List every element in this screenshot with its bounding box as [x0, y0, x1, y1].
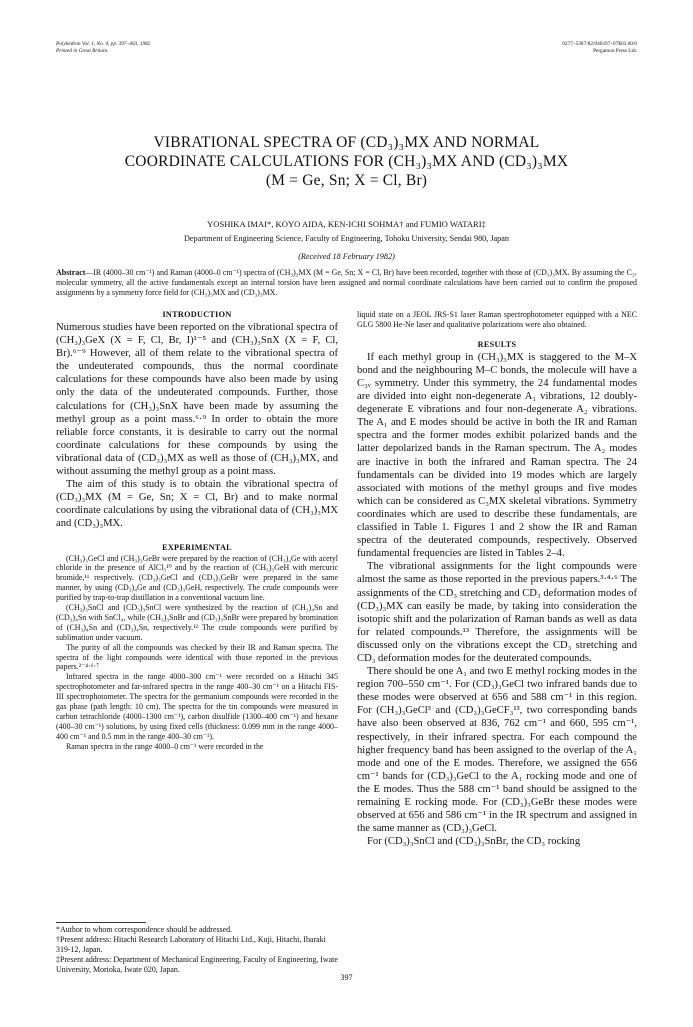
- paper-title: [56, 133, 637, 190]
- title-line-2: COORDINATE CALCULATIONS FOR (CH₃)₃MX AND (CD₃)₃MX: [124, 153, 569, 170]
- footnote-rule: [56, 922, 146, 923]
- journal-citation: Polyhedron Vol. 1, No. 4, pp. 397–403, 1982: [56, 41, 151, 47]
- experimental-heading: EXPERIMENTAL: [162, 542, 232, 552]
- affiliation: Department of Engineering Science, Faculty of Engineering, Tohoku University, Sendai 980, Japan: [183, 234, 510, 243]
- experimental-paragraph-2: (CH₃)₃SnCl and (CD₃)₃SnCl were synthesized by the reaction of (CH₃)₄Sn and (CD₃)₄Sn with SnCl₄, while (CH₃)₃SnBr and (CD₃)₃SnBr were prepared by bromination of (CH₃)₄Sn and (CD₃)₄Sn, respectively.¹² The crude compounds were purified by sublimation under vacuum.: [56, 603, 338, 642]
- experimental-continuation: liquid state on a JEOL JRS-S1 laser Raman spectrophotometer equipped with a NEC GLG 5800 He-Ne laser and qualitative polarizations were also obtained.: [357, 310, 637, 329]
- footnote-1: *Author to whom correspondence should be addressed.: [56, 925, 233, 934]
- running-header-right: [562, 41, 637, 55]
- intro-paragraph-2: The aim of this study is to obtain the vibrational spectra of (CD₃)₃MX (M = Ge, Sn; X = Cl, Br) and to make normal coordinate calculations by using the vibrational data of (CH₃)₃MX and (CD₃)₃MX.: [56, 479, 338, 530]
- abstract: [56, 268, 637, 297]
- title-line-1: VIBRATIONAL SPECTRA OF (CD₃)₃MX AND NORMAL: [153, 134, 540, 151]
- footnote-2: †Present address: Hitachi Research Laboratory of Hitachi Ltd., Kuji, Hitachi, Ibaraki 319-12, Japan.: [56, 935, 326, 954]
- running-header-left: [56, 41, 150, 55]
- experimental-paragraph-4: Infrared spectra in the range 4000–300 cm⁻¹ were recorded on a Hitachi 345 spectrophotometer and far-infrared spectra in the range 400–30 cm⁻¹ on a Hitachi FIS-III spectrophotometer. The spectra for the germanium compounds were recorded in the gas phase (path length: 10 cm). The spectra for the tin compounds were measured in carbon tetrachloride (4000–1300 cm⁻¹), carbon disulfide (1300–400 cm⁻¹) and hexane (400–30 cm⁻¹) solutions, by using fixed cells (thickness: 0.099 mm in the range 4000–400 cm⁻¹ and 0.5 mm in the range 400–30 cm⁻¹).: [56, 672, 338, 741]
- footnotes: [56, 922, 338, 975]
- received-date: (Received 18 February 1982): [298, 252, 395, 261]
- title-line-3: (M = Ge, Sn; X = Cl, Br): [265, 172, 428, 189]
- introduction-heading: INTRODUCTION: [162, 310, 232, 319]
- experimental-paragraph-1: (CH₃)₃GeCl and (CH₃)₃GeBr were prepared by the reaction of (CH₃)₄Ge with acetyl chloride in the presence of AlCl₃¹⁰ and by the reaction of (CH₃)₃GeH with mercuric bromide,¹¹ respectively. (CD₃)₃GeCl and (CD₃)₃GeBr were prepared in the same manner, by using (CD₃)₄Ge and (CD₃)₃GeH, respectively. The crude compounds were purified by trap-to-trap distillation in a conventional vacuum line.: [56, 553, 338, 603]
- footnote-3: ‡Present address: Department of Mechanical Engineering, Faculty of Engineering, Iwate University, Morioka, Iwate 020, Japan.: [56, 955, 338, 974]
- experimental-paragraph-5: Raman spectra in the range 4000–0 cm⁻¹ were recorded in the: [66, 741, 264, 751]
- results-paragraph-3: There should be one A₁ and two E methyl rocking modes in the region 700–550 cm⁻¹. For (CD₃)₃GeCl two infrared bands due to these modes were observed at 656 and 588 cm⁻¹ in this region. For (CH₃)₃GeCl³ and (CD₃)₃GeCF₃¹³, two corresponding bands have also been observed at 836, 762 cm⁻¹ and 660, 595 cm⁻¹, respectively, in their infrared spectra. For each compound the higher frequency band has been assigned to the overlap of the A₁ mode and one of the E modes. Therefore, we assigned the 656 cm⁻¹ bands for (CD₃)₃GeCl to the A₁ rocking mode and one of the E modes. Thus the 588 cm⁻¹ band should be assigned to the remaining E rocking mode. For (CD₃)₃GeBr these modes were observed at 656 and 586 cm⁻¹ in the IR spectrum and assigned in the same manner as (CD₃)₃GeCl.: [357, 666, 637, 835]
- page-number: 397: [340, 973, 353, 982]
- abstract-text: —IR (4000–30 cm⁻¹) and Raman (4000–0 cm⁻¹) spectra of (CH₃)₃MX (M = Ge, Sn; X = Cl, Br) have been recorded, together with those of (CD₃)₃MX. By assuming the C₃ᵥ molecular symmetry, all the active fundamentals except an internal torsion have been assigned and normal coordinate calculations have been carried out to confirm the proposed assignments by a symmetry force field for (CH₃)₃MX and (CD₃)₃MX.: [56, 268, 637, 297]
- publisher: Pergamon Press Ltd.: [593, 48, 637, 54]
- results-paragraph-2: The vibrational assignments for the light compounds were almost the same as those reported in the previous papers.³·⁴·⁶ The assignments of the CD₃ stretching and CD₃ deformation modes of (CD₃)₃MX can easily be made, by taking into consideration the isotopic shift and the polarization of Raman bands as well as data for related compounds.¹³ Therefore, the assignments will be discussed only on the vibrations except the CD₃ stretching and CD₃ deformation modes for the deuterated compounds.: [357, 561, 637, 664]
- right-column: [357, 310, 637, 848]
- abstract-label: Abstract: [56, 268, 86, 277]
- experimental-paragraph-3: The purity of all the compounds was checked by their IR and Raman spectra. The spectra of the light compounds were identical with those reported in the previous papers.²⁻⁴·⁶·⁷: [56, 642, 338, 672]
- left-column: [56, 310, 338, 752]
- author-list: YOSHIKA IMAI*, KOYO AIDA, KEN-ICHI SOHMA† and FUMIO WATARI‡: [207, 219, 486, 229]
- article-code: 0277–5387/82/040397–07$03.00/0: [562, 41, 637, 47]
- results-paragraph-4: For (CD₃)₃SnCl and (CD₃)₃SnBr, the CD₃ rocking: [367, 836, 581, 848]
- printed-note: Printed in Great Britain.: [56, 48, 109, 54]
- results-heading: RESULTS: [477, 339, 517, 349]
- intro-paragraph-1: Numerous studies have been reported on the vibrational spectra of (CH₃)₃GeX (X = F, Cl, Br, I)¹⁻⁵ and (CH₃)₃SnX (X = F, Cl, Br).⁶⁻⁹ However, all of them relate to the vibrational spectra of the undeuterated compounds, thus the normal coordinate calculations for these compounds have also been made by using only the data of the undeuterated compounds. Further, those calculations for (CH₃)₃SnX have been made by assuming the methyl group as a point mass.⁶·⁹ In order to obtain the more reliable force constants, it is desirable to carry out the normal coordinate calculations for these compounds by using the vibrational data of (CD₃)₃MX as well as those of (CH₃)₃MX, and without assuming the methyl group as a point mass.: [56, 322, 338, 478]
- results-paragraph-1: If each methyl group in (CH₃)₃MX is staggered to the M–X bond and the neighbouring M–C bonds, the molecule will have a C₃ᵥ symmetry. Under this symmetry, the 24 fundamental modes are divided into eight non-degenerate A₁ vibrations, 12 doubly-degenerate E vibrations and four non-degenerate A₂ vibrations. The A₁ and E modes should be active in both the IR and Raman spectra and the former modes exhibit polarized bands and the latter depolarized bands in the Raman spectrum. The A₂ modes are inactive in both the infrared and Raman spectra. The 24 fundamentals can be divided into 19 modes which are largely associated with motions of the methyl groups and five modes which can be considered as C₃MX skeletal vibrations. Symmetry coordinates which are used to describe these fundamentals, are classified in Table 1. Figures 1 and 2 show the IR and Raman spectra of the deuterated compounds, respectively. Observed fundamental frequencies are listed in Tables 2–4.: [357, 351, 637, 560]
